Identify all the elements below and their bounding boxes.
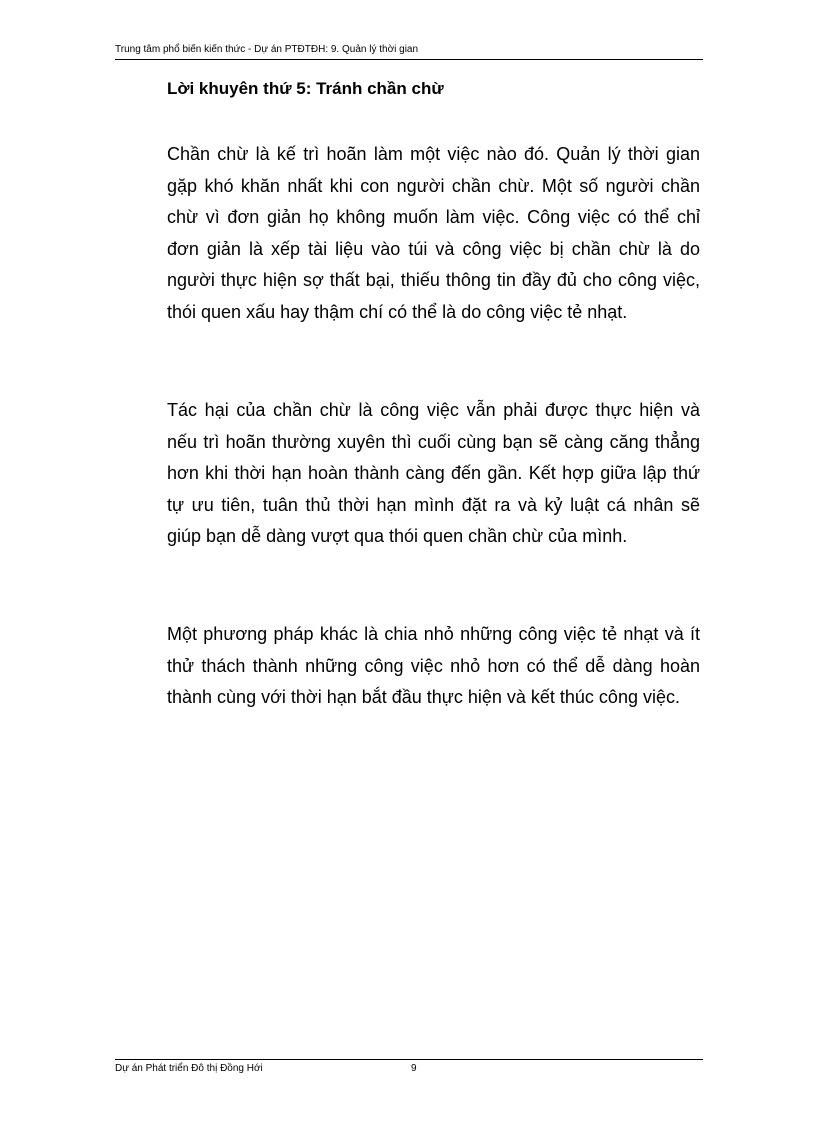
section-title: Lời khuyên thứ 5: Tránh chần chừ xyxy=(167,79,444,98)
running-header: Trung tâm phổ biến kiến thức - Dự án PTĐTĐH: 9. Quản lý thời gian xyxy=(115,44,419,55)
footer-rule xyxy=(115,1059,703,1060)
paragraph-2: Tác hại của chần chừ là công việc vẫn phải được thực hiện và nếu trì hoãn thường xuyên thì cuối cùng bạn sẽ càng căng thẳng hơn khi thời hạn hoàn thành càng đến gần. Kết hợp giữa lập thứ tự ưu tiên, tuân thủ thời hạn mình đặt ra và kỷ luật cá nhân sẽ giúp bạn dễ dàng vượt qua thói quen chần chừ của mình. xyxy=(167,400,700,547)
header-rule xyxy=(115,59,703,60)
footer-project: Dự án Phát triển Đô thị Đồng Hới xyxy=(115,1063,263,1074)
paragraph-1: Chần chừ là kế trì hoãn làm một việc nào đó. Quản lý thời gian gặp khó khăn nhất khi con người chần chừ. Một số người chần chừ vì đơn giản họ không muốn làm việc. Công việc có thể chỉ đơn giản là xếp tài liệu vào túi và công việc bị chần chừ là do người thực hiện sợ thất bại, thiếu thông tin đầy đủ cho công việc, thói quen xấu hay thậm chí có thể là do công việc tẻ nhạt. xyxy=(167,144,700,322)
paragraph-3: Một phương pháp khác là chia nhỏ những công việc tẻ nhạt và ít thử thách thành những công việc nhỏ hơn có thể dễ dàng hoàn thành cùng với thời hạn bắt đầu thực hiện và kết thúc công việc. xyxy=(167,624,700,708)
page-number: 9 xyxy=(411,1063,417,1074)
